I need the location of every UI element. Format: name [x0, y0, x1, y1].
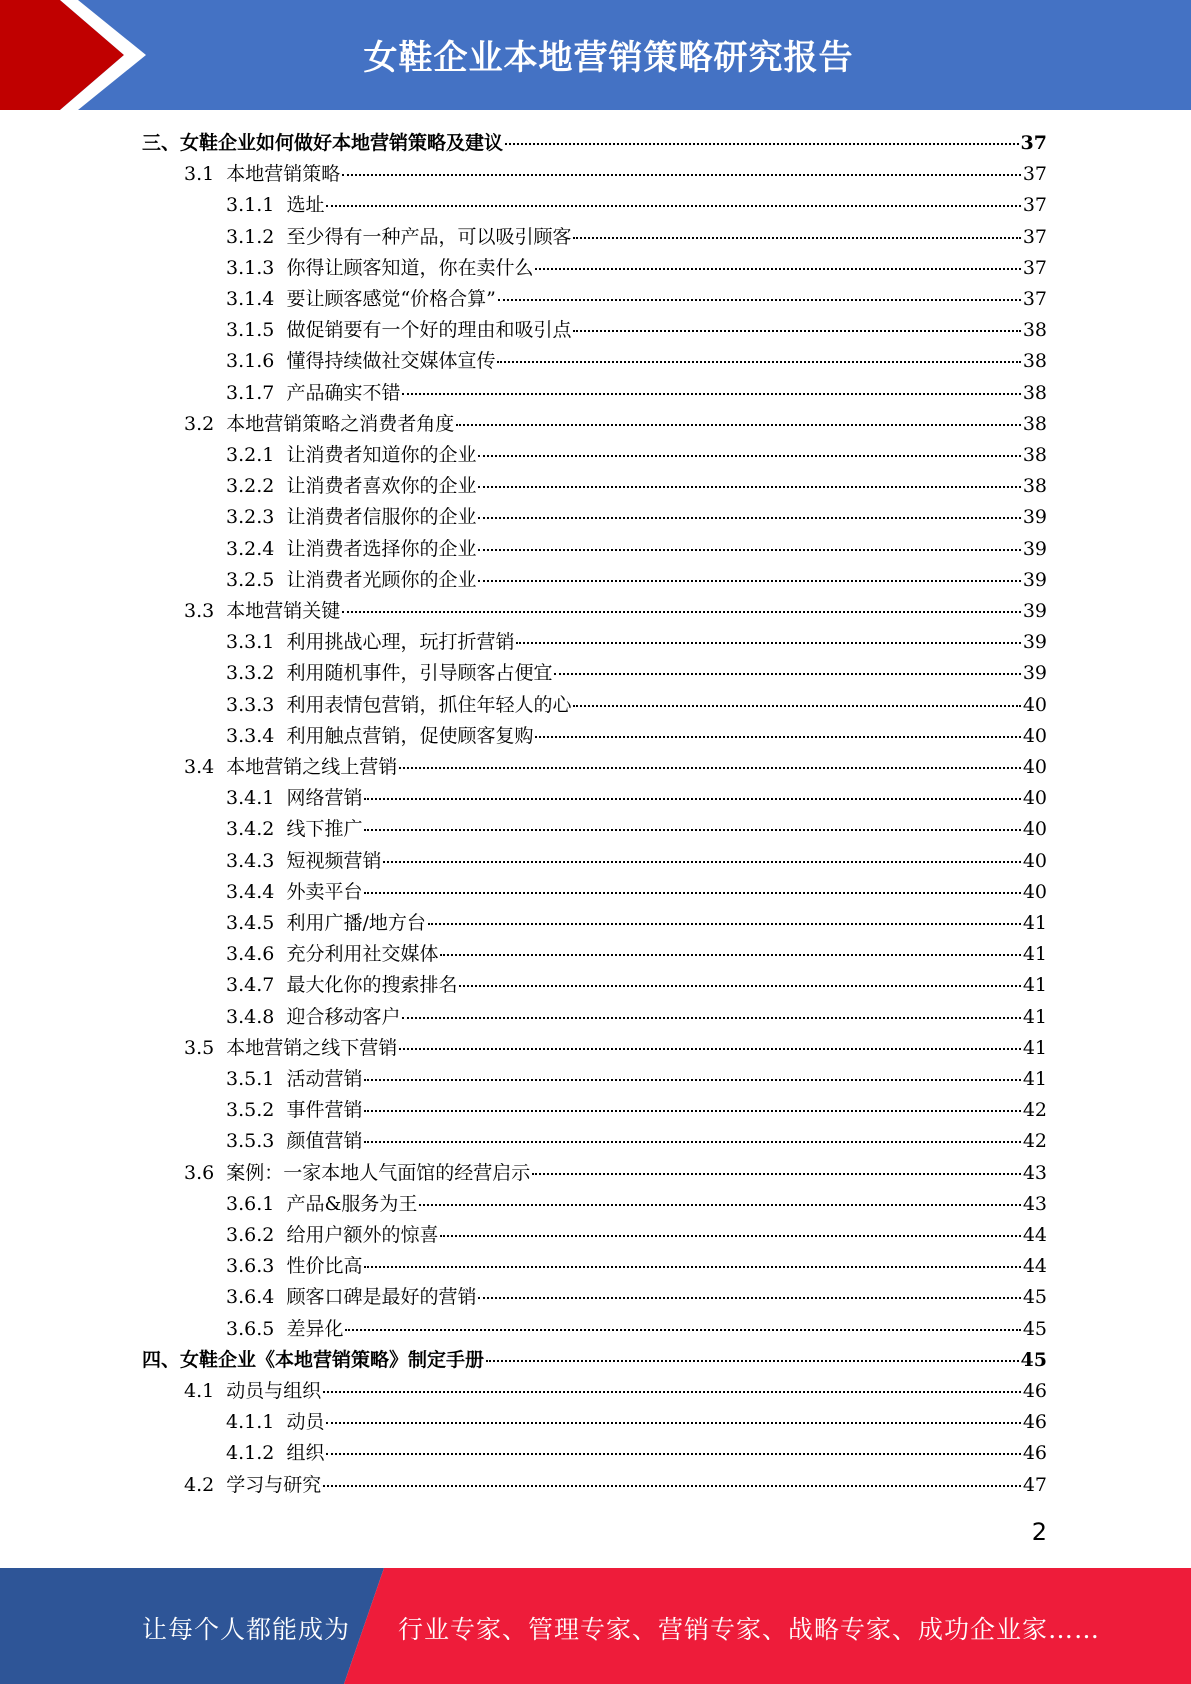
toc-entry-page: 38 — [1022, 444, 1047, 466]
toc-entry-label: 利用表情包营销，抓住年轻人的心 — [286, 693, 572, 716]
toc-entry-label: 让消费者选择你的企业 — [286, 537, 477, 560]
toc-dot-leader — [402, 373, 1020, 395]
toc-entry-number: 3.5.1 — [226, 1068, 287, 1090]
toc-entry-page: 46 — [1022, 1442, 1047, 1465]
toc-entry-label: 你得让顾客知道，你在卖什么 — [286, 256, 534, 279]
toc-dot-leader — [440, 1215, 1020, 1237]
toc-entry-number: 3.6.5 — [226, 1317, 287, 1340]
toc-dot-leader — [419, 1184, 1020, 1206]
toc-entry-label: 利用挑战心理，玩打折营销 — [286, 631, 515, 654]
toc-entry-page: 41 — [1022, 974, 1047, 997]
toc-dot-leader — [486, 1340, 1019, 1362]
toc-dot-leader — [428, 903, 1021, 925]
toc-dot-leader — [364, 872, 1020, 894]
toc-entry-number: 3.3.1 — [226, 631, 287, 654]
toc-entry-label: 性价比高 — [286, 1255, 363, 1278]
toc-dot-leader — [323, 1371, 1021, 1393]
toc-entry-label: 本地营销之线上营销 — [226, 756, 398, 778]
toc-entry-label: 要让顾客感觉“价格合算” — [286, 288, 496, 310]
toc-entry-number: 3.5.3 — [226, 1130, 287, 1153]
toc-entry-label: 至少得有一种产品，可以吸引顾客 — [286, 225, 572, 248]
toc-entry-page: 37 — [1020, 132, 1047, 154]
toc-entry-label: 本地营销策略之消费者角度 — [226, 412, 455, 435]
toc-entry-label: 让消费者知道你的企业 — [286, 444, 477, 466]
toc-entry-label: 短视频营销 — [286, 849, 382, 872]
toc-entry-number: 3.1.1 — [226, 194, 287, 217]
toc-entry-number: 3.5 — [184, 1036, 227, 1059]
toc-entry-number: 3.2.2 — [226, 475, 287, 498]
toc-entry-page: 43 — [1022, 1192, 1047, 1215]
toc-entry-number: 3.4.4 — [226, 880, 287, 903]
toc-dot-leader — [399, 747, 1021, 769]
toc-entry-page: 39 — [1022, 568, 1047, 591]
toc-dot-leader — [535, 716, 1020, 738]
toc-entry-label: 利用随机事件，引导顾客占便宜 — [286, 662, 553, 685]
toc-entry-page: 41 — [1022, 912, 1047, 934]
toc-entry-number: 3.4.7 — [226, 974, 287, 997]
toc-entry-page: 39 — [1022, 506, 1047, 529]
toc-dot-leader — [535, 248, 1020, 270]
toc-entry-number: 3.6.2 — [226, 1224, 287, 1246]
toc-entry-label: 让消费者光顾你的企业 — [286, 568, 477, 591]
toc-entry-label: 产品&服务为王 — [286, 1192, 418, 1215]
toc-entry-label: 懂得持续做社交媒体宣传 — [286, 350, 496, 373]
toc-dot-leader — [440, 934, 1020, 956]
toc-entry-label: 迎合移动客户 — [286, 1005, 401, 1028]
toc-dot-leader — [478, 529, 1020, 551]
toc-entry-label: 女鞋企业如何做好本地营销策略及建议 — [180, 132, 504, 154]
toc-entry-page: 40 — [1022, 849, 1047, 872]
toc-dot-leader — [573, 685, 1020, 707]
toc-entry-page: 41 — [1022, 943, 1047, 966]
toc-entry-number: 3.4.6 — [226, 943, 287, 966]
toc-entry-page: 39 — [1022, 600, 1047, 622]
toc-entry-label: 案例：一家本地人气面馆的经营启示 — [226, 1161, 531, 1184]
toc-entry-page: 38 — [1022, 319, 1047, 342]
toc-entry-page: 46 — [1022, 1411, 1047, 1434]
toc-entry-page: 45 — [1022, 1286, 1047, 1309]
toc-entry-page: 41 — [1022, 1005, 1047, 1028]
toc-entry-page: 39 — [1022, 537, 1047, 560]
toc-entry-label: 组织 — [286, 1442, 325, 1465]
toc-entry-number: 四、 — [142, 1348, 181, 1371]
toc-entry-label: 充分利用社交媒体 — [286, 943, 439, 966]
toc-dot-leader — [364, 778, 1020, 800]
toc-entry-number: 三、 — [142, 132, 181, 154]
toc-entry-number: 3.1.3 — [226, 256, 287, 279]
toc-entry-page: 46 — [1022, 1380, 1047, 1402]
footer-slogan-right: 行业专家、管理专家、营销专家、战略专家、成功企业家…… — [398, 1615, 1101, 1644]
toc-entry-label: 本地营销策略 — [226, 163, 341, 186]
toc-dot-leader — [383, 841, 1020, 863]
toc-entry-number: 3.3.4 — [226, 724, 287, 747]
toc-entry-number: 3.6 — [184, 1161, 227, 1184]
toc-entry-page: 40 — [1022, 724, 1047, 747]
toc-entry-number: 3.2.5 — [226, 568, 287, 591]
toc-entry-label: 本地营销之线下营销 — [226, 1036, 398, 1059]
toc-entry-number: 3.2 — [184, 412, 227, 435]
toc-entry-number: 3.1.2 — [226, 225, 287, 248]
toc-dot-leader — [573, 310, 1020, 332]
toc-entry[interactable] — [184, 1469, 1047, 1500]
toc-dot-leader — [364, 1246, 1020, 1268]
toc-dot-leader — [326, 1433, 1020, 1455]
page-header — [0, 0, 1191, 110]
toc-entry-label: 差异化 — [286, 1317, 344, 1340]
toc-dot-leader — [478, 560, 1020, 582]
toc-dot-leader — [399, 1028, 1021, 1050]
toc-entry-number: 3.6.4 — [226, 1286, 287, 1309]
toc-entry-label: 女鞋企业《本地营销策略》制定手册 — [180, 1348, 485, 1371]
toc-entry-page: 39 — [1022, 631, 1047, 654]
toc-entry-page: 38 — [1022, 350, 1047, 373]
toc-dot-leader — [456, 404, 1021, 426]
toc-entry-page: 37 — [1022, 256, 1047, 279]
toc-entry-number: 4.1 — [184, 1380, 227, 1402]
toc-entry-number: 4.1.1 — [226, 1411, 287, 1434]
toc-entry-label: 学习与研究 — [226, 1473, 322, 1496]
toc-entry-page: 47 — [1022, 1473, 1047, 1496]
toc-entry-label: 本地营销关键 — [226, 600, 341, 622]
toc-dot-leader — [345, 1309, 1020, 1331]
toc-entry-number: 3.4.5 — [226, 912, 287, 934]
toc-entry-page: 41 — [1022, 1036, 1047, 1059]
toc-dot-leader — [573, 217, 1020, 239]
footer-slogan-left: 让每个人都能成为 — [142, 1615, 351, 1644]
toc-entry-page: 39 — [1022, 662, 1047, 685]
toc-dot-leader — [364, 809, 1020, 831]
toc-entry-page: 44 — [1022, 1224, 1047, 1246]
toc-entry-number: 3.4 — [184, 756, 227, 778]
toc-entry-label: 动员 — [286, 1411, 325, 1434]
toc-entry-number: 3.1.6 — [226, 350, 287, 373]
toc-dot-leader — [478, 1277, 1020, 1299]
toc-entry-number: 3.2.3 — [226, 506, 287, 529]
toc-entry-label: 顾客口碑是最好的营销 — [286, 1286, 477, 1309]
toc-dot-leader — [516, 622, 1020, 644]
toc-entry-number: 3.6.1 — [226, 1192, 287, 1215]
toc-entry-page: 42 — [1022, 1099, 1047, 1122]
toc-entry-number: 3.3.3 — [226, 693, 287, 716]
toc-entry-number: 3.4.2 — [226, 818, 287, 841]
toc-entry-label: 做促销要有一个好的理由和吸引点 — [286, 319, 572, 342]
toc-entry-label: 给用户额外的惊喜 — [286, 1224, 439, 1246]
toc-entry-label: 产品确实不错 — [286, 381, 401, 404]
toc-entry-number: 3.3.2 — [226, 662, 287, 685]
toc-dot-leader — [478, 466, 1020, 488]
toc-entry-number: 4.2 — [184, 1473, 227, 1496]
toc-entry-label: 颜值营销 — [286, 1130, 363, 1153]
toc-entry-number: 3.4.1 — [226, 787, 287, 810]
toc-entry-number: 3.3 — [184, 600, 227, 622]
toc-entry-page: 45 — [1022, 1317, 1047, 1340]
toc-entry-number: 3.4.3 — [226, 849, 287, 872]
page-number: 2 — [1031, 1518, 1047, 1546]
toc-dot-leader — [478, 497, 1020, 519]
page-footer — [0, 1568, 1191, 1684]
toc-entry-page: 42 — [1022, 1130, 1047, 1153]
toc-entry-number: 3.6.3 — [226, 1255, 287, 1278]
toc-entry-label: 最大化你的搜索排名 — [286, 974, 458, 997]
toc-entry-label: 利用广播/地方台 — [286, 912, 426, 934]
toc-entry-page: 37 — [1022, 163, 1047, 186]
toc-dot-leader — [532, 1153, 1021, 1175]
toc-entry-label: 外卖平台 — [286, 880, 363, 903]
toc-entry-page: 44 — [1022, 1255, 1047, 1278]
toc-entry-page: 40 — [1022, 756, 1047, 778]
toc-dot-leader — [459, 965, 1020, 987]
toc-entry-label: 网络营销 — [286, 787, 363, 810]
toc-entry-page: 37 — [1022, 194, 1047, 217]
toc-dot-leader — [364, 1090, 1020, 1112]
toc-entry-page: 41 — [1022, 1068, 1047, 1090]
toc-entry-number: 3.1 — [184, 163, 227, 186]
toc-entry-page: 37 — [1022, 288, 1047, 310]
toc-dot-leader — [342, 154, 1021, 176]
toc-entry-label: 事件营销 — [286, 1099, 363, 1122]
toc-entry-label: 利用触点营销，促使顾客复购 — [286, 724, 534, 747]
toc-entry-number: 3.2.1 — [226, 444, 287, 466]
toc-dot-leader — [323, 1465, 1021, 1487]
toc-entry-label: 线下推广 — [286, 818, 363, 841]
toc-entry-page: 45 — [1020, 1348, 1047, 1371]
toc-dot-leader — [505, 123, 1019, 145]
toc-dot-leader — [497, 341, 1020, 363]
toc-entry-label: 动员与组织 — [226, 1380, 322, 1402]
toc-dot-leader — [342, 591, 1021, 613]
toc-dot-leader — [364, 1121, 1020, 1143]
toc-entry-label: 让消费者信服你的企业 — [286, 506, 477, 529]
toc-dot-leader — [326, 185, 1020, 207]
toc-entry-page: 38 — [1022, 475, 1047, 498]
toc-dot-leader — [402, 997, 1020, 1019]
toc-dot-leader — [364, 1059, 1020, 1081]
toc-entry-page: 38 — [1022, 381, 1047, 404]
toc-entry-page: 40 — [1022, 787, 1047, 810]
toc-entry-number: 3.1.4 — [226, 288, 287, 310]
toc-entry-page: 38 — [1022, 412, 1047, 435]
toc-entry-number: 3.1.7 — [226, 381, 287, 404]
toc-entry-page: 43 — [1022, 1161, 1047, 1184]
toc-entry-page: 40 — [1022, 818, 1047, 841]
toc-entry-number: 3.4.8 — [226, 1005, 287, 1028]
toc-dot-leader — [498, 279, 1021, 301]
toc-entry-page: 37 — [1022, 225, 1047, 248]
report-title: 女鞋企业本地营销策略研究报告 — [363, 38, 854, 78]
toc-entry-page: 40 — [1022, 693, 1047, 716]
toc-entry-label: 活动营销 — [286, 1068, 363, 1090]
toc-dot-leader — [478, 435, 1020, 457]
toc-dot-leader — [554, 653, 1020, 675]
toc-entry-number: 3.5.2 — [226, 1099, 287, 1122]
toc-entry-label: 选址 — [286, 194, 325, 217]
toc-entry-number: 3.2.4 — [226, 537, 287, 560]
toc-entry-number: 3.1.5 — [226, 319, 287, 342]
toc-dot-leader — [326, 1402, 1020, 1424]
toc-entry-number: 4.1.2 — [226, 1442, 287, 1465]
toc-entry-label: 让消费者喜欢你的企业 — [286, 475, 477, 498]
toc-entry-page: 40 — [1022, 880, 1047, 903]
